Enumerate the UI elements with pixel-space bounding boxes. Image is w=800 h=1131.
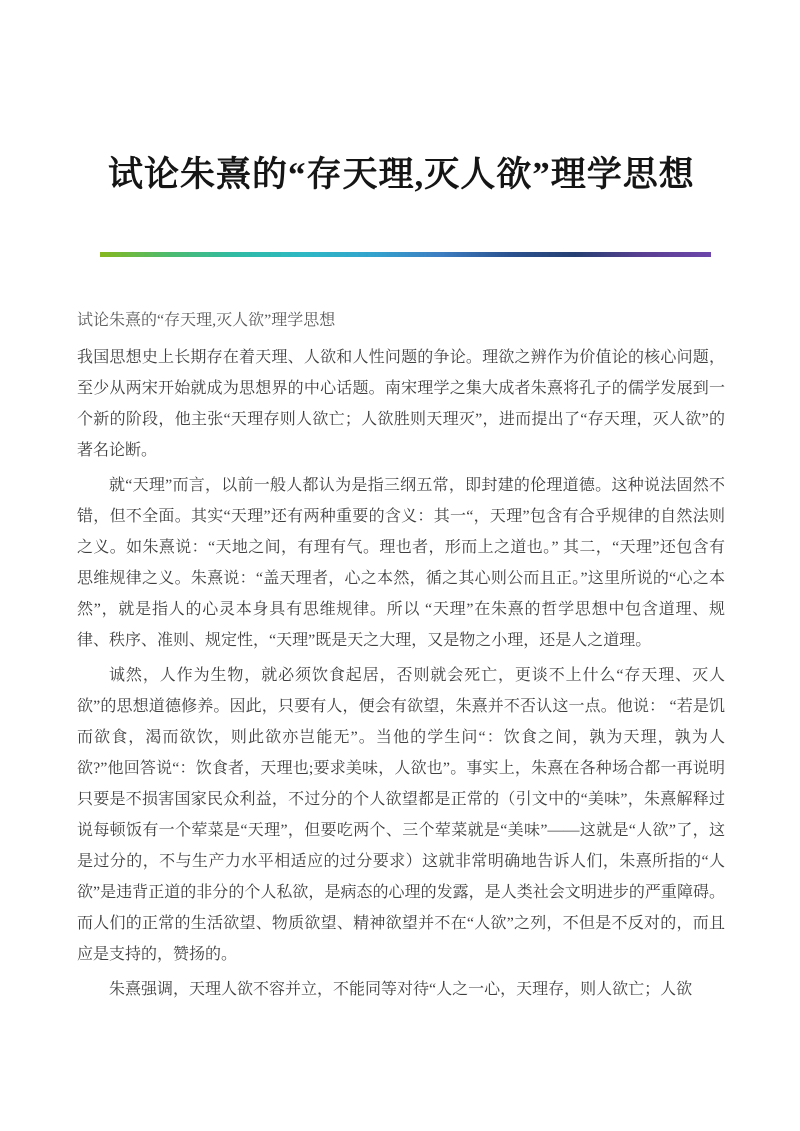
- paragraph: 就“天理”而言，以前一般人都认为是指三纲五常，即封建的伦理道德。这种说法固然不错，但不全面。其实“天理”还有两种重要的含义：其一“，天理”包含有合乎规律的自然法则之义。如朱熹说：“天地之间，有理有气。理也者，形而上之道也。” 其二，“天理”还包含有思维规律之义。朱熹说：“盖天理者，心之本然，循之其心则公而且正。”这里所说的“心之本然”，就是指人的心灵本身具有思维规律。所以 “天理”在朱熹的哲学思想中包含道理、规律、秩序、准则、规定性，“天理”既是天之大理，又是物之小理，还是人之道理。: [77, 477, 725, 649]
- paragraph: 我国思想史上长期存在着天理、人欲和人性问题的争论。理欲之辨作为价值论的核心问题，至少从两宋开始就成为思想界的中心话题。南宋理学之集大成者朱熹将孔子的儒学发展到一个新的阶段，他主张“天理存则人欲亡；人欲胜则天理灭”，进而提出了“存天理，灭人欲”的著名论断。: [77, 349, 725, 459]
- subtitle-line: 试论朱熹的“存天理,灭人欲”理学思想: [77, 312, 336, 329]
- document-title: 试论朱熹的“存天理,灭人欲”理学思想: [108, 155, 695, 194]
- document-body: [77, 305, 725, 1005]
- paragraph: 诚然，人作为生物，就必须饮食起居，否则就会死亡，更谈不上什么“存天理、灭人欲”的思想道德修养。因此，只要有人，便会有欲望，朱熹并不否认这一点。他说： “若是饥而欲食，渴而欲饮，则此欲亦岂能无”。当他的学生问“：饮食之间，孰为天理，孰为人欲?”他回答说“：饮食者，天理也;要求美味，人欲也”。事实上，朱熹在各种场合都一再说明只要是不损害国家民众利益，不过分的个人欲望都是正常的（引文中的“美味”，朱熹解释过说每顿饭有一个荤菜是“天理”，但要吃两个、三个荤菜就是“美味”——这就是“人欲”了，这是过分的，不与生产力水平相适应的过分要求）这就非常明确地告诉人们，朱熹所指的“人欲”是违背正道的非分的个人私欲，是病态的心理的发露，是人类社会文明进步的严重障碍。而人们的正常的生活欲望、物质欲望、精神欲望并不在“人欲”之列，不但是不反对的，而且应是支持的，赞扬的。: [77, 667, 725, 963]
- divider-gradient-bar: [100, 252, 711, 257]
- paragraph: 朱熹强调，天理人欲不容并立，不能同等对待“人之一心，天理存，则人欲亡；人欲: [109, 981, 693, 998]
